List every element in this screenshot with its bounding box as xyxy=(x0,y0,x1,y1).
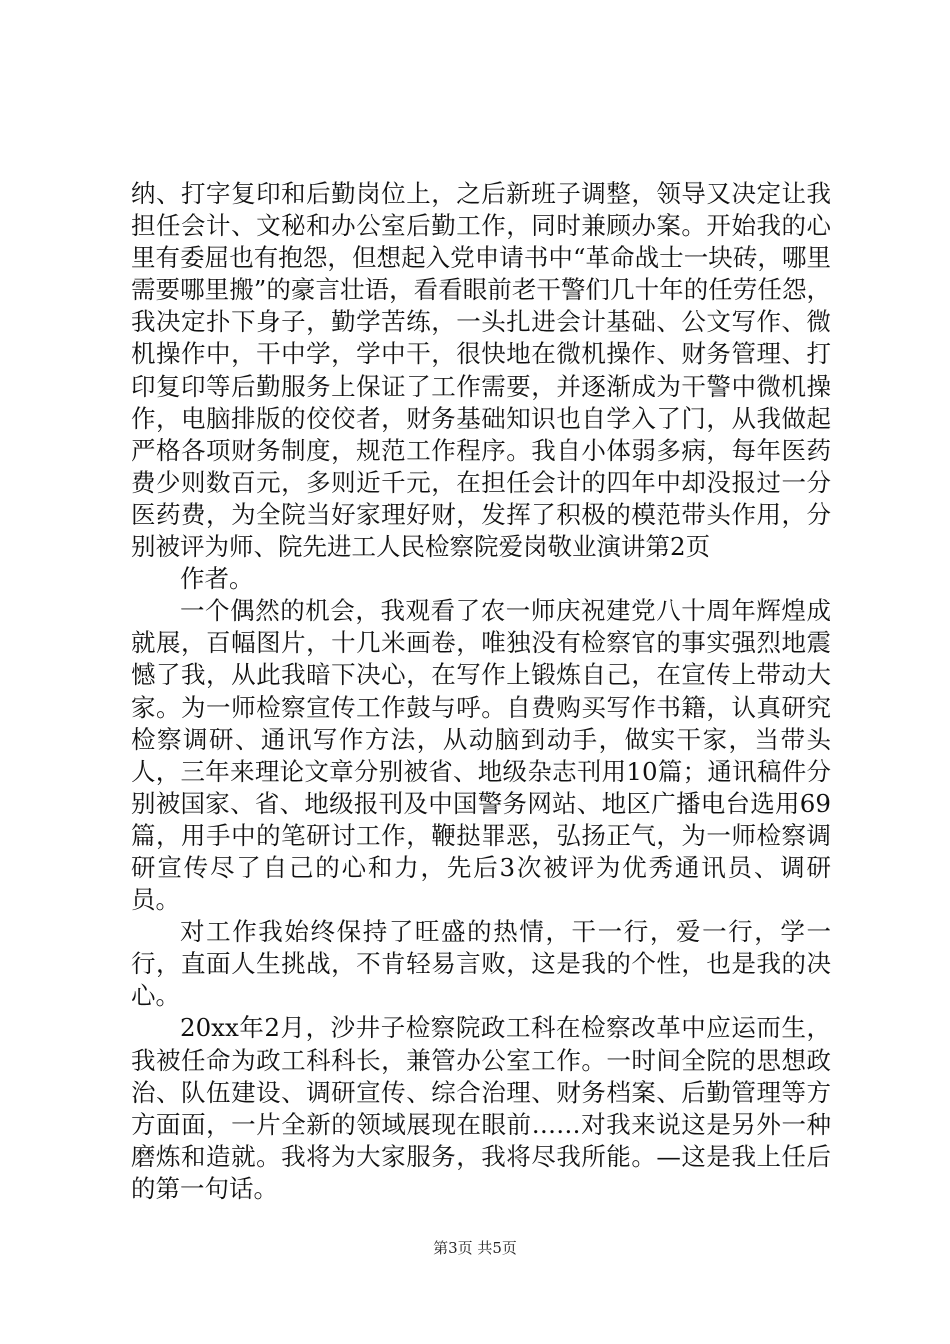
document-body xyxy=(131,178,831,1205)
paragraph-5: 20xx年2月，沙井子检察院政工科在检察改革中应运而生，我被任命为政工科科长，兼管办公室工作。一时间全院的思想政治、队伍建设、调研宣传、综合治理、财务档案、后勤管理等方方面面，一片全新的领域展现在眼前……对我来说这是另外一种磨炼和造就。我将为大家服务，我将尽我所能。—这是我上任后的第一句话。 xyxy=(131,1013,831,1203)
paragraph-1: 纳、打字复印和后勤岗位上，之后新班子调整，领导又决定让我担任会计、文秘和办公室后勤工作，同时兼顾办案。开始我的心里有委屈也有抱怨，但想起入党申请书中“革命战士一块砖，哪里需要哪里搬”的豪言壮语，看看眼前老干警们几十年的任劳任怨，我决定扑下身子，勤学苦练，一头扎进会计基础、公文写作、微机操作中，干中学，学中干，很快地在微机操作、财务管理、打印复印等后勤服务上保证了工作需要，并逐渐成为干警中微机操作，电脑排版的佼佼者，财务基础知识也自学入了门，从我做起严格各项财务制度，规范工作程序。我自小体弱多病，每年医药费少则数百元，多则近千元，在担任会计的四年中却没报过一分医药费，为全院当好家理好财，发挥了积极的模范带头作用，分别被评为师、院先进工人民检察院爱岗敬业演讲第2页 xyxy=(131,179,831,562)
paragraph-4: 对工作我始终保持了旺盛的热情，干一行，爱一行，学一行，直面人生挑战，不肯轻易言败，这是我的个性，也是我的决心。 xyxy=(131,917,831,1011)
page-footer: 第3页 共5页 xyxy=(433,1239,517,1257)
paragraph-2: 作者。 xyxy=(180,564,254,594)
paragraph-3: 一个偶然的机会，我观看了农一师庆祝建党八十周年辉煌成就展，百幅图片，十几米画卷，唯独没有检察官的事实强烈地震憾了我，从此我暗下决心，在写作上锻炼自己，在宣传上带动大家。为一师检察宣传工作鼓与呼。自费购买写作书籍，认真研究检察调研、通讯写作方法，从动脑到动手，做实干家，当带头人，三年来理论文章分别被省、地级杂志刊用10篇；通讯稿件分别被国家、省、地级报刊及中国警务网站、地区广播电台选用69篇，用手中的笔研讨工作，鞭挞罪恶，弘扬正气，为一师检察调研宣传尽了自己的心和力，先后3次被评为优秀通讯员、调研员。 xyxy=(131,596,831,915)
